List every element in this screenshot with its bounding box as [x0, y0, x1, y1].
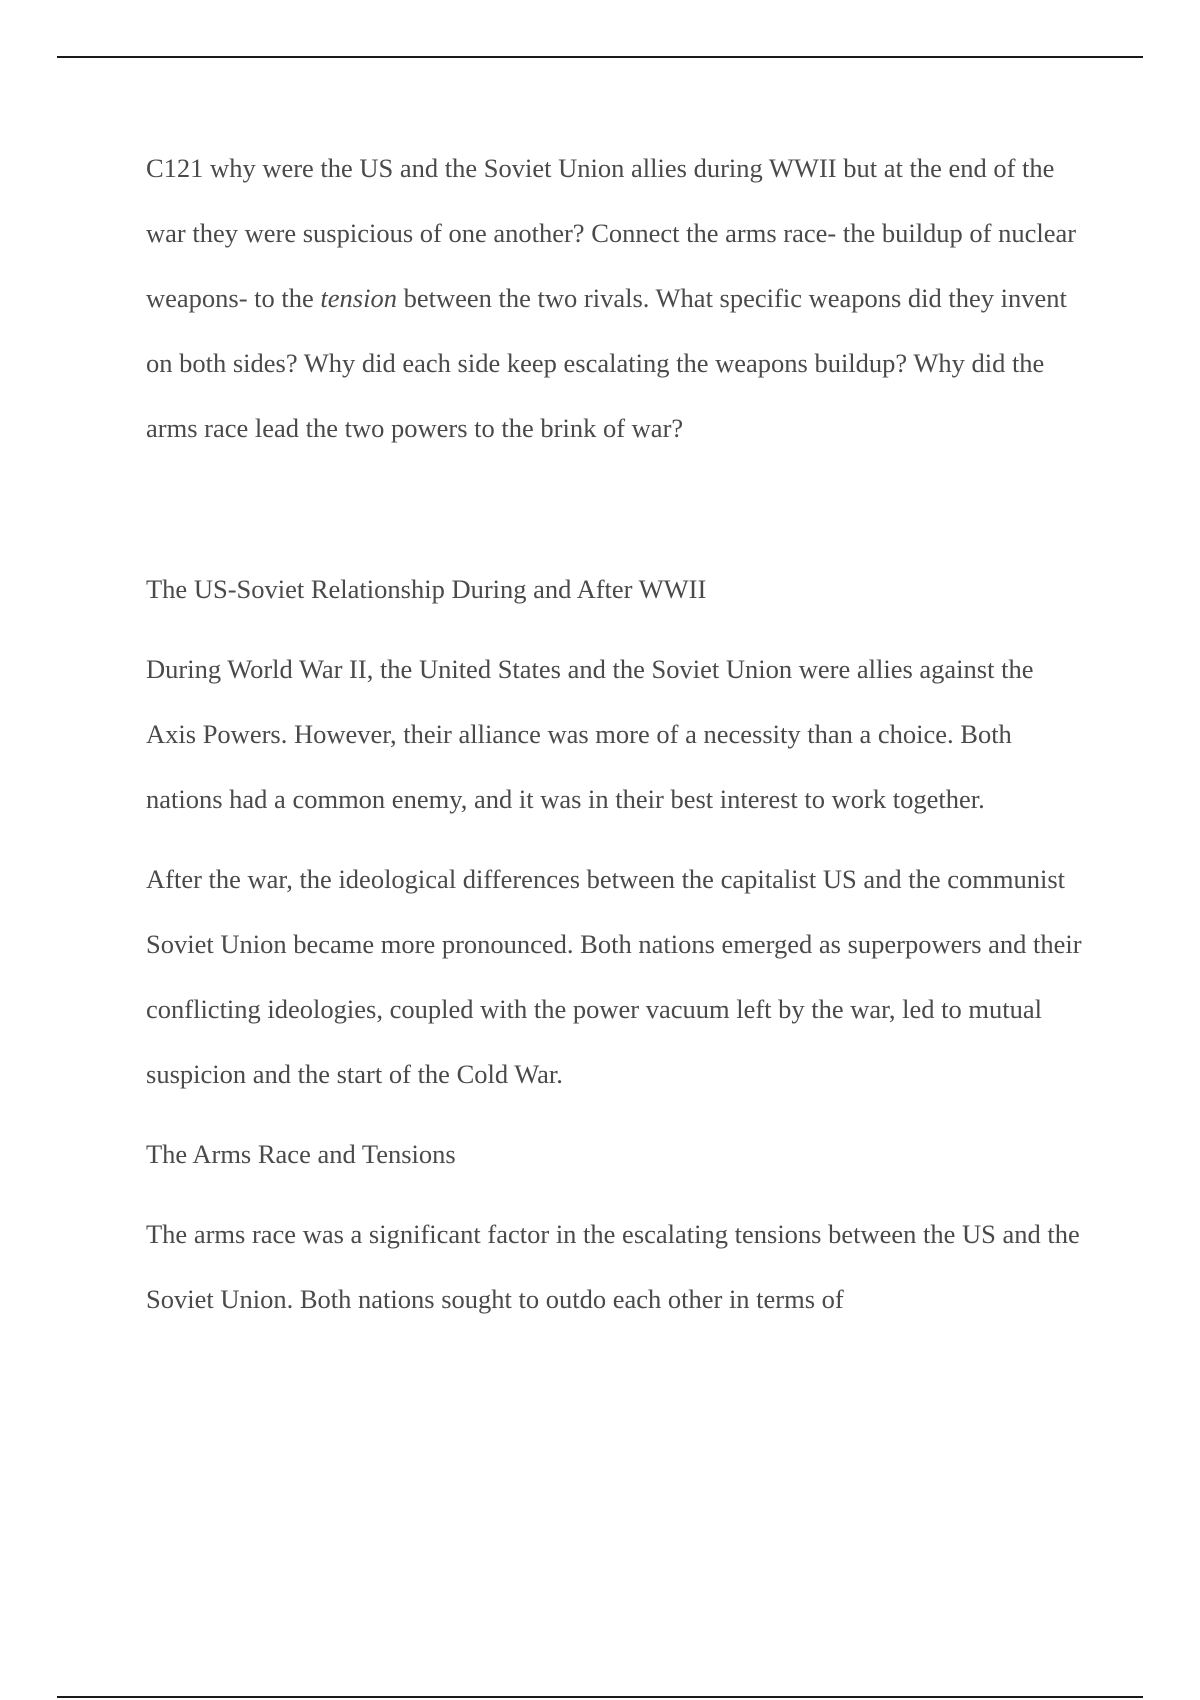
section1-paragraph-2: After the war, the ideological differences between the capitalist US and the communist Soviet Union became more pronounced. Both nations emerged as superpowers and their conflicting ideologies, coupled with the power vacuum left by the war, led to mutual suspicion and the start of the Cold War.	[146, 864, 1082, 1089]
question-text-part1: C121 why were the US and the Soviet Union allies during WWII but at the end of the war they were suspicious of one another? Connect the arms race- the buildup of nuclear weapons- to the	[146, 153, 1077, 313]
question-text-part2: between the two rivals. What specific weapons did they invent on both sides? Why did each side keep escalating the weapons buildup? Why did the arms race lead the two powers to the brink of war?	[146, 283, 1067, 443]
section1-heading: The US-Soviet Relationship During and After WWII	[146, 574, 707, 604]
bottom-rule	[57, 1696, 1143, 1698]
question-paragraph	[146, 136, 1086, 461]
section2-paragraph-1: The arms race was a significant factor in the escalating tensions between the US and the Soviet Union. Both nations sought to outdo each other in terms of	[146, 1219, 1080, 1314]
section1-paragraph-1: During World War II, the United States and the Soviet Union were allies against the Axis Powers. However, their alliance was more of a necessity than a choice. Both nations had a common enemy, and it was in their best interest to work together.	[146, 654, 1034, 814]
section2-heading: The Arms Race and Tensions	[146, 1139, 456, 1169]
document-body	[146, 136, 1086, 1347]
top-rule	[57, 56, 1143, 58]
question-emphasis: tension	[320, 283, 397, 313]
